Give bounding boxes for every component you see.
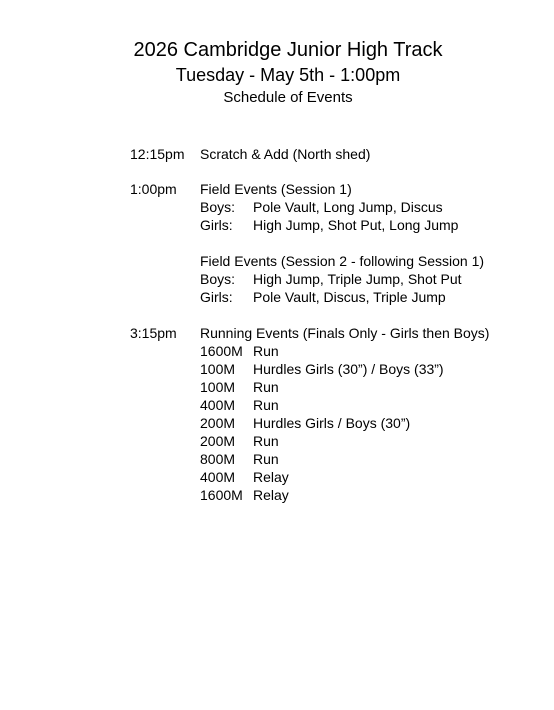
running-event-distance: 400M	[200, 397, 236, 413]
field-session1-girls-label: Girls:	[200, 217, 233, 233]
scratch-time: 12:15pm	[130, 146, 185, 162]
running-events-time: 3:15pm	[130, 325, 177, 341]
running-event-distance: 1600M	[200, 343, 243, 359]
running-event-distance: 100M	[200, 361, 236, 377]
scratch-text: Scratch & Add (North shed)	[200, 146, 371, 162]
running-event-distance: 200M	[200, 415, 236, 431]
running-event-name: Hurdles Girls / Boys (30”)	[253, 415, 411, 431]
field-events-time: 1:00pm	[130, 181, 177, 197]
document-subtitle: Schedule of Events	[223, 89, 353, 106]
field-session2-boys-label: Boys:	[200, 271, 236, 287]
running-event-distance: 1600M	[200, 487, 243, 503]
field-session1-girls-events: High Jump, Shot Put, Long Jump	[253, 217, 459, 233]
running-event-name: Run	[253, 433, 279, 449]
document-title: 2026 Cambridge Junior High Track	[133, 39, 443, 61]
field-session2-boys-events: High Jump, Triple Jump, Shot Put	[253, 271, 462, 287]
running-event-name: Run	[253, 343, 279, 359]
running-event-name: Relay	[253, 469, 289, 485]
running-event-distance: 200M	[200, 433, 236, 449]
running-events-heading: Running Events (Finals Only - Girls then Boys)	[200, 325, 490, 341]
running-event-name: Relay	[253, 487, 289, 503]
field-session1-boys-events: Pole Vault, Long Jump, Discus	[253, 199, 443, 215]
field-session2-heading: Field Events (Session 2 - following Session 1)	[200, 253, 485, 269]
running-event-name: Run	[253, 397, 279, 413]
running-event-distance: 100M	[200, 379, 236, 395]
running-event-name: Hurdles Girls (30”) / Boys (33”)	[253, 361, 444, 377]
running-event-distance: 400M	[200, 469, 236, 485]
running-event-distance: 800M	[200, 451, 236, 467]
running-event-name: Run	[253, 451, 279, 467]
event-date-line: Tuesday - May 5th - 1:00pm	[175, 65, 401, 85]
running-event-name: Run	[253, 379, 279, 395]
field-session2-girls-events: Pole Vault, Discus, Triple Jump	[253, 289, 446, 305]
field-session1-heading: Field Events (Session 1)	[200, 181, 352, 197]
field-session1-boys-label: Boys:	[200, 199, 236, 215]
field-session2-girls-label: Girls:	[200, 289, 233, 305]
